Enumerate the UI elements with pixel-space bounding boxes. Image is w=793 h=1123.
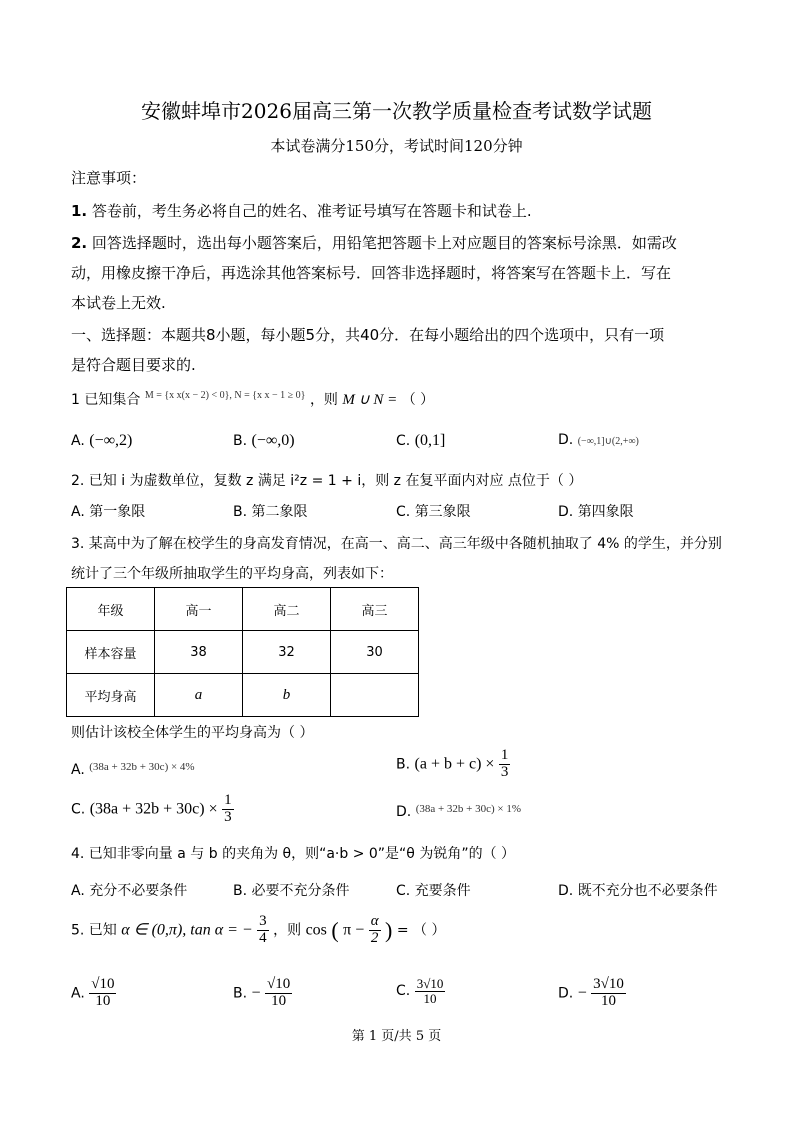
note-2-line2: 动，用橡皮擦干净后，再选涂其他答案标号．回答非选择题时，将答案写在答题卡上．写在 xyxy=(71,264,672,282)
option-label: C. xyxy=(71,801,86,818)
q1-prefix: 1 已知集合 xyxy=(71,392,141,408)
option-value: (a + b + c) × xyxy=(414,755,495,773)
note-2-line3: 本试卷上无效. xyxy=(71,294,166,312)
question-5-stem xyxy=(71,914,445,947)
q4-option-d[interactable] xyxy=(558,880,718,900)
note-number: 1. xyxy=(71,202,88,220)
option-label: A. xyxy=(71,433,85,449)
q2-option-d[interactable] xyxy=(558,501,634,521)
option-label: D. xyxy=(558,985,574,1002)
option-label: B. xyxy=(233,433,248,449)
table-header-cell: 年级 xyxy=(67,588,155,631)
q1-union: M ∪ N = xyxy=(342,392,398,408)
option-label: B. xyxy=(396,756,411,773)
q5-fraction xyxy=(257,914,269,947)
fraction-numerator: √10 xyxy=(91,976,115,992)
q5-option-c[interactable] xyxy=(396,977,445,1005)
note-2 xyxy=(71,232,677,253)
fraction-numerator: 3√10 xyxy=(416,976,444,991)
option-label: D. xyxy=(396,804,412,820)
q2-option-a[interactable] xyxy=(71,501,145,521)
fraction-numerator: 3√10 xyxy=(593,976,624,992)
option-label: C. xyxy=(396,883,411,899)
table-header-cell: 高一 xyxy=(155,588,243,631)
option-label: D. xyxy=(558,504,574,520)
table-cell xyxy=(331,674,419,717)
fraction-denominator: 2 xyxy=(370,929,379,946)
option-fraction xyxy=(415,977,446,1005)
q5-condition: α ∈ (0,π), tan α = − xyxy=(121,921,253,939)
q5-inner: π − xyxy=(343,921,365,939)
q5-tail: = （ ） xyxy=(396,922,446,939)
q3-option-d[interactable] xyxy=(396,804,521,820)
option-value: 充分不必要条件 xyxy=(89,883,188,899)
q5-cos: cos xyxy=(305,921,327,939)
notes-heading: 注意事项： xyxy=(71,169,147,187)
table-cell: b xyxy=(243,674,331,717)
option-value: (38a + 32b + 30c) × 4% xyxy=(89,761,195,773)
option-value: (38a + 32b + 30c) × 1% xyxy=(415,803,522,815)
table-header-cell: 高二 xyxy=(243,588,331,631)
option-label: D. xyxy=(558,883,574,899)
fraction-denominator: 10 xyxy=(423,990,437,1006)
fraction-numerator: 3 xyxy=(259,913,267,929)
q5-option-b[interactable] xyxy=(233,977,292,1010)
question-3-line2: 统计了三个年级所抽取学生的平均身高，列表如下： xyxy=(71,566,393,582)
section-heading: 一、选择题：本题共8小题，每小题5分，共40分．在每小题给出的四个选项中，只有一项 xyxy=(71,326,665,344)
option-value: 必要不充分条件 xyxy=(251,883,350,899)
option-value: 充要条件 xyxy=(414,883,471,899)
option-value: 第三象限 xyxy=(414,504,471,520)
height-table xyxy=(66,587,419,717)
fraction-denominator: 10 xyxy=(95,992,111,1009)
fraction-denominator: 3 xyxy=(500,763,509,780)
page-subtitle: 本试卷满分150分，考试时间120分钟 xyxy=(270,137,523,155)
section-heading-line2: 是符合题目要求的. xyxy=(71,356,196,374)
option-fraction xyxy=(89,977,116,1010)
option-fraction xyxy=(499,748,511,781)
option-label: A. xyxy=(71,883,85,899)
option-label: D. xyxy=(558,432,574,448)
q5-option-a[interactable] xyxy=(71,977,116,1010)
q1-then: ，则 xyxy=(309,392,338,408)
note-number: 2. xyxy=(71,234,88,252)
q1-paren: （ ） xyxy=(401,392,435,408)
option-label: C. xyxy=(396,504,411,520)
left-paren: ( xyxy=(331,917,339,943)
table-header-cell: 高三 xyxy=(331,588,419,631)
q5-prefix: 5. 已知 xyxy=(71,922,117,939)
table-cell: 平均身高 xyxy=(67,674,155,717)
fraction-denominator: 4 xyxy=(259,929,267,946)
question-4-stem: 4. 已知非零向量 a 与 b 的夹角为 θ，则“a·b > 0”是“θ 为锐角”的（ ） xyxy=(71,846,516,862)
q5-option-d[interactable] xyxy=(558,977,626,1010)
q1-option-d[interactable] xyxy=(558,432,639,448)
fraction-numerator: √10 xyxy=(267,976,291,992)
option-value: (0,1] xyxy=(414,432,446,449)
option-value: (−∞,1]∪(2,+∞) xyxy=(577,436,639,447)
fraction-numerator: α xyxy=(370,913,379,929)
page-footer: 第 1 页/共 5 页 xyxy=(351,1029,442,1044)
note-1 xyxy=(71,200,532,221)
note-text: 答卷前，考生务必将自己的姓名、准考证号填写在答题卡和试卷上. xyxy=(91,202,532,220)
table-cell: a xyxy=(155,674,243,717)
option-value: (−∞,2) xyxy=(89,432,133,449)
table-row xyxy=(67,674,419,717)
table-row xyxy=(67,631,419,674)
fraction-numerator: 1 xyxy=(500,747,509,763)
q4-option-c[interactable] xyxy=(396,880,471,900)
option-sign: − xyxy=(251,984,261,1002)
fraction-numerator: 1 xyxy=(224,792,232,808)
q3-option-b[interactable] xyxy=(396,748,510,781)
option-label: B. xyxy=(233,504,248,520)
table-cell: 38 xyxy=(155,631,243,674)
option-fraction xyxy=(222,793,234,826)
q4-option-b[interactable] xyxy=(233,880,350,900)
option-fraction xyxy=(265,977,292,1010)
q1-option-a[interactable] xyxy=(71,432,132,450)
option-value: (38a + 32b + 30c) × xyxy=(89,800,218,818)
q2-option-b[interactable] xyxy=(233,501,308,521)
option-value: (−∞,0) xyxy=(251,432,295,449)
option-label: A. xyxy=(71,985,85,1002)
table-cell: 32 xyxy=(243,631,331,674)
table-cell: 样本容量 xyxy=(67,631,155,674)
option-label: B. xyxy=(233,985,248,1002)
q1-option-c[interactable] xyxy=(396,432,445,450)
q5-inner-fraction xyxy=(369,914,381,947)
fraction-denominator: 10 xyxy=(601,992,617,1009)
option-sign: − xyxy=(577,984,587,1002)
option-label: C. xyxy=(396,983,411,1000)
question-3-ask: 则估计该校全体学生的平均身高为（ ） xyxy=(71,725,314,741)
table-cell: 30 xyxy=(331,631,419,674)
q5-then: ，则 xyxy=(273,922,302,939)
q3-option-a[interactable] xyxy=(71,762,195,778)
fraction-denominator: 3 xyxy=(224,808,232,825)
table-header-row xyxy=(67,588,419,631)
question-2-stem: 2. 已知 i 为虚数单位，复数 z 满足 i²z = 1 + i，则 z 在复平面内对应 点位于（ ） xyxy=(71,473,583,489)
option-value: 第一象限 xyxy=(89,504,146,520)
option-value: 第二象限 xyxy=(251,504,308,520)
right-paren: ) xyxy=(385,917,393,943)
question-1-stem xyxy=(71,389,434,409)
q2-option-c[interactable] xyxy=(396,501,471,521)
option-label: A. xyxy=(71,762,85,778)
q1-set-expression: M = {x x(x − 2) < 0}, N = {x x − 1 ≥ 0} xyxy=(144,390,306,401)
option-value: 既不充分也不必要条件 xyxy=(577,883,718,899)
q1-option-b[interactable] xyxy=(233,432,295,450)
option-label: B. xyxy=(233,883,248,899)
option-label: A. xyxy=(71,504,85,520)
question-3-line1: 3. 某高中为了解在校学生的身高发育情况，在高一、高二、高三年级中各随机抽取了 4% 的学生，并分别 xyxy=(71,536,722,552)
option-label: C. xyxy=(396,433,411,449)
q3-option-c[interactable] xyxy=(71,793,234,826)
option-fraction xyxy=(591,977,626,1010)
option-value: 第四象限 xyxy=(577,504,634,520)
note-text: 回答选择题时，选出每小题答案后，用铅笔把答题卡上对应题目的答案标号涂黑．如需改 xyxy=(91,234,677,252)
q4-option-a[interactable] xyxy=(71,880,187,900)
page-title: 安徽蚌埠市2026届高三第一次教学质量检查考试数学试题 xyxy=(141,99,652,123)
fraction-denominator: 10 xyxy=(271,992,287,1009)
